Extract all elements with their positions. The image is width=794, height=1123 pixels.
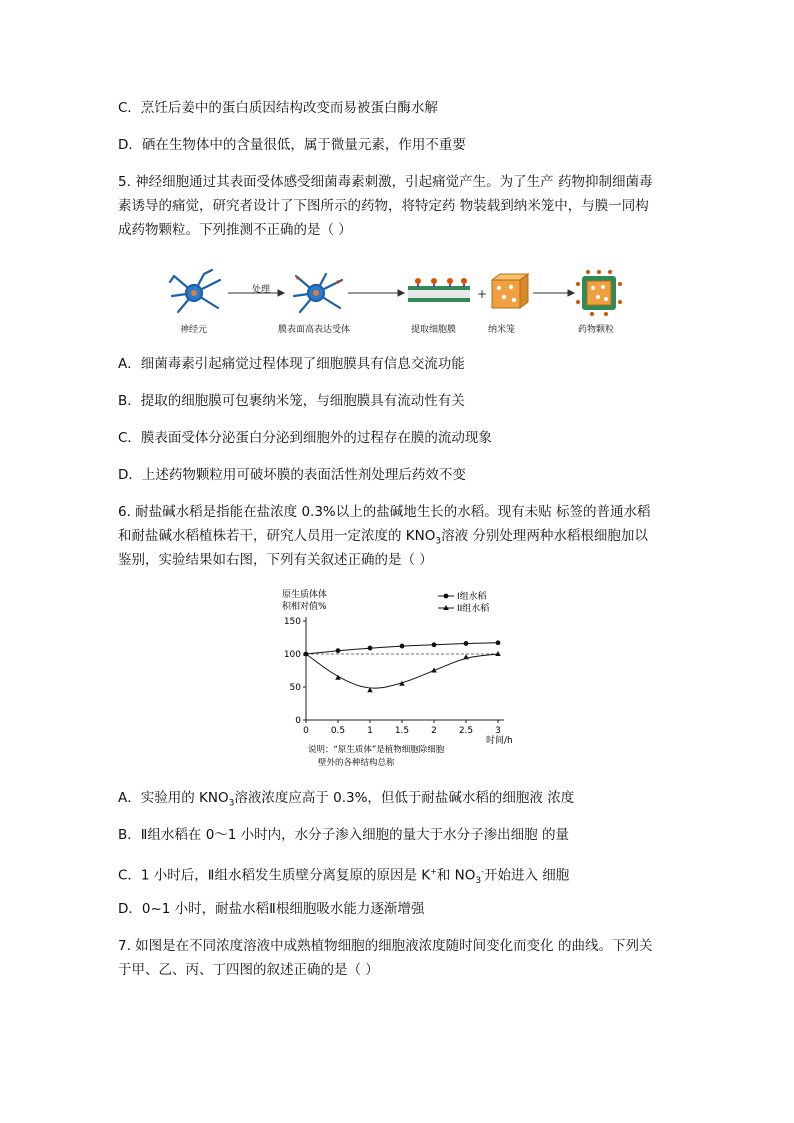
series-1-point (368, 646, 373, 651)
x-tick-label: 2.5 (458, 726, 474, 736)
x-tick-label: 0 (303, 726, 309, 736)
q5-stem-line2: 素诱导的痛觉，研究者设计了下图所示的药物，将特定药 物装载到纳米笼中，与膜一同构 (118, 198, 649, 214)
q6-option-c (118, 863, 569, 890)
caption-neuron: 神经元 (180, 325, 208, 335)
subscript-3: 3 (435, 536, 442, 547)
y-tick-label: 150 (283, 617, 301, 627)
q6-option-c-part3: 开始进入 细胞 (483, 867, 570, 884)
chart-svg (270, 588, 520, 778)
y-tick-label: 0 (295, 716, 301, 726)
x-tick-label: 1 (367, 726, 373, 736)
q6-option-c-part1: C．1 小时后，Ⅱ组水稻发生质壁分离复原的原因是 K (118, 867, 431, 884)
q5-stem-line3: 成药物颗粒。下列推测不正确的是（ ） (118, 222, 352, 238)
cell-membrane-icon (408, 278, 470, 302)
y-tick-label: 100 (283, 650, 301, 660)
q5-option-b: B．提取的细胞膜可包裹纳米笼，与细胞膜具有流动性有关 (118, 393, 465, 409)
q5-option-a: A．细菌毒素引起痛觉过程体现了细胞膜具有信息交流功能 (118, 356, 465, 372)
plus-sign: + (477, 287, 488, 301)
arrow-2 (348, 290, 404, 296)
y-tick-label: 50 (289, 683, 301, 693)
q5-option-c: C．膜表面受体分泌蛋白分泌到细胞外的过程存在膜的流动现象 (118, 430, 492, 446)
chart-axes (284, 617, 513, 746)
q5-stem-line1: 5. 神经细胞通过其表面受体感受细菌毒素刺激，引起痛觉产生。为了生产 药物抑制细菌毒 (118, 174, 653, 190)
q6-option-a (118, 789, 574, 813)
option-d-prev: D．硒在生物体中的含量很低，属于微量元素，作用不重要 (118, 137, 466, 153)
legend-label: II组水稻 (457, 604, 490, 614)
receptor-neuron-icon (294, 274, 342, 312)
q6-stem-line3: 鉴别，实验结果如右图，下列有关叙述正确的是（ ） (118, 552, 433, 568)
x-tick-label: 1.5 (394, 726, 410, 736)
q5-option-d: D．上述药物颗粒用可破坏膜的表面活性剂处理后药效不变 (118, 467, 466, 483)
q6-option-a-part1: A．实验用的 KNO (118, 790, 229, 806)
y-axis-label-line2: 积相对值% (282, 602, 327, 612)
series-1-point (496, 640, 501, 645)
q6-stem-line1: 6. 耐盐碱水稻是指能在盐浓度 0.3%以上的盐碱地生长的水稻。现有未贴 标签的普通水稻 (118, 504, 651, 520)
arrow-3 (533, 290, 574, 296)
q7-stem-line1: 7. 如图是在不同浓度溶液中成熟植物细胞的细胞液浓度随时间变化而变化 的曲线。下列关 (118, 938, 653, 954)
q6-line2-part2: 溶液 分别处理两种水稻根细胞加以 (441, 528, 648, 544)
series-2-point (463, 654, 469, 659)
series-1-point (432, 642, 437, 647)
nanocage-icon (492, 274, 528, 308)
y-axis-label-line1: 原生质体体 (282, 590, 328, 600)
chart-note-line2: 壁外的各种结构总称 (318, 758, 395, 768)
subscript-3: 3 (475, 876, 482, 887)
legend-label: I组水稻 (457, 592, 487, 602)
q6-option-c-part2: 和 NO (436, 867, 476, 884)
protoplast-volume-chart (270, 588, 520, 778)
series-1-point (464, 641, 469, 646)
q6-option-b: B．Ⅱ组水稻在 0～1 小时内，水分子渗入细胞的量大于水分子渗出细胞 的量 (118, 827, 569, 843)
neuron-icon (170, 270, 220, 312)
q6-line2-part1: 和耐盐碱水稻植株若干，研究人员用一定浓度的 KNO (118, 528, 436, 544)
legend-marker (444, 594, 449, 599)
caption-drug-particle: 药物颗粒 (578, 325, 615, 335)
figure-graphics (168, 268, 638, 318)
chart-legend (438, 590, 489, 614)
arrow-label: 处理 (252, 285, 271, 295)
series-1-point (400, 644, 405, 649)
q6-option-d: D．0~1 小时，耐盐水稻Ⅱ根细胞吸水能力逐渐增强 (118, 901, 425, 917)
x-axis-label: 时间/h (486, 736, 513, 746)
caption-membrane: 提取细胞膜 (411, 325, 457, 335)
chart-marks (303, 640, 501, 692)
x-tick-label: 3 (495, 726, 501, 736)
x-tick-label: 0.5 (330, 726, 346, 736)
series-2-point (495, 651, 501, 656)
option-c-prev: C．烹饪后姜中的蛋白质因结构改变而易被蛋白酶水解 (118, 100, 438, 116)
q7-stem-line2: 于甲、乙、丙、丁四图的叙述正确的是（ ） (118, 962, 379, 978)
drug-particle-figure (168, 268, 638, 338)
superscript-plus: + (430, 867, 437, 876)
x-tick-label: 2 (431, 726, 437, 736)
chart-note-line1: 说明：“原生质体”是植物细胞除细胞 (308, 745, 445, 755)
drug-particle-icon (576, 270, 622, 316)
subscript-3: 3 (228, 798, 235, 809)
caption-receptor: 膜表面高表达受体 (278, 325, 351, 335)
q6-option-a-part2: 溶液浓度应高于 0.3%，但低于耐盐碱水稻的细胞液 浓度 (234, 790, 575, 806)
superscript-minus: - (481, 867, 484, 876)
q6-stem-line2 (118, 527, 648, 551)
series-1-point (336, 648, 341, 653)
caption-nanocage: 纳米笼 (488, 325, 516, 335)
